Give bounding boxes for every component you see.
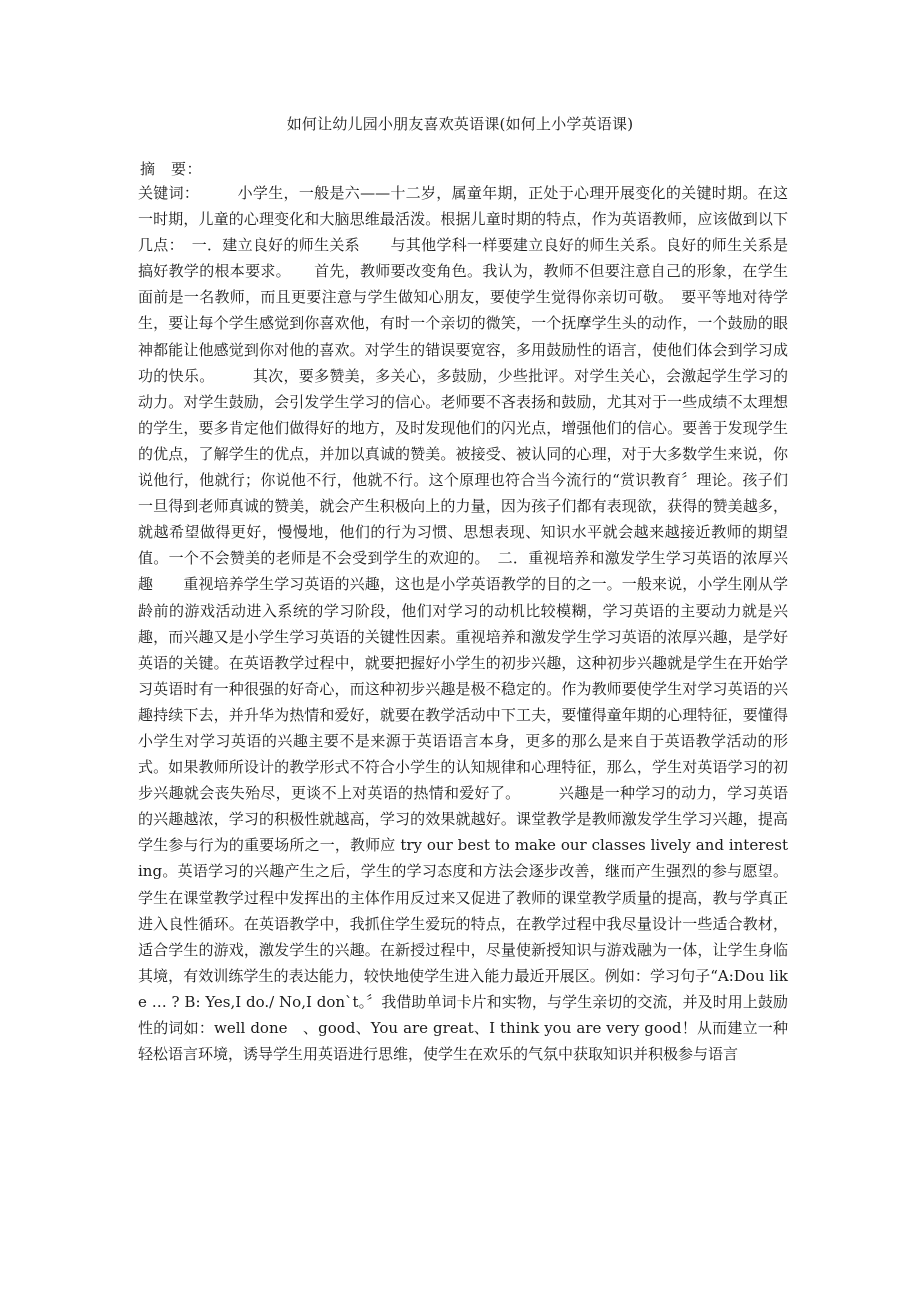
document-title: 如何让幼儿园小朋友喜欢英语课(如何上小学英语课) [286, 115, 634, 133]
abstract-label: 摘 要： [140, 160, 203, 178]
body-paragraph: 关键词： 小学生，一般是六——十二岁，属童年期，正处于心理开展变化的关键时期。在这一时期，儿童的心理变化和大脑思维最活泼。根据儿童时期的特点，作为英语教师，应该做到以下几点： 一．建立良好的师生关系 与其他学科一样要建立良好的师生关系。良好的师生关系是搞好教学的根本要求。 首先，教师要改变角色。我认为，教师不但要注意自己的形象，在学生面前是一名教师，而且更要注意与学生做知心朋友，要使学生觉得你亲切可敬。 要平等地对待学生，要让每个学生感觉到你喜欢他，有时一个亲切的微笑，一个抚摩学生头的动作，一个鼓励的眼神都能让他感觉到你对他的喜欢。对学生的错误要宽容，多用鼓励性的语言，使他们体会到学习成功的快乐。 其次，要多赞美，多关心，多鼓励，少些批评。对学生关心，会激起学生学习的动力。对学生鼓励，会引发学生学习的信心。老师要不吝表扬和鼓励，尤其对于一些成绩不太理想的学生，要多肯定他们做得好的地方，及时发现他们的闪光点，增强他们的信心。要善于发现学生的优点，了解学生的优点，并加以真诚的赞美。被接受、被认同的心理，对于大多数学生来说，你说他行，他就行；你说他不行，他就不行。这个原理也符合当今流行的“赏识教育〞理论。孩子们一旦得到老师真诚的赞美，就会产生积极向上的力量，因为孩子们都有表现欲，获得的赞美越多，就越希望做得更好，慢慢地，他们的行为习惯、思想表现、知识水平就会越来越接近教师的期望值。一个不会赞美的老师是不会受到学生的欢迎的。 二．重视培养和激发学生学习英语的浓厚兴趣 重视培养学生学习英语的兴趣，这也是小学英语教学的目的之一。一般来说，小学生刚从学龄前的游戏活动进入系统的学习阶段，他们对学习的动机比较模糊，学习英语的主要动力就是兴趣，而兴趣又是小学生学习英语的关键性因素。重视培养和激发学生学习英语的浓厚兴趣，是学好英语的关键。在英语教学过程中，就要把握好小学生的初步兴趣，这种初步兴趣就是学生在开始学习英语时有一种很强的好奇心，而这种初步兴趣是极不稳定的。作为教师要使学生对学习英语的兴趣持续下去，并升华为热情和爱好，就要在教学活动中下工夫，要懂得童年期的心理特征，要懂得小学生对学习英语的兴趣主要不是来源于英语语言本身，更多的那么是来自于英语教学活动的形式。如果教师所设计的教学形式不符合小学生的认知规律和心理特征，那么，学生对英语学习的初步兴趣就会丧失殆尽，更谈不上对英语的热情和爱好了。 兴趣是一种学习的动力，学习英语的兴趣越浓，学习的积极性就越高，学习的效果就越好。课堂教学是教师激发学生学习兴趣，提高学生参与行为的重要场所之一，教师应 try our best to make our classes lively and interesting。英语学习的兴趣产生之后，学生的学习态度和方法会逐步改善，继而产生强烈的参与愿望。学生在课堂教学过程中发挥出的主体作用反过来又促进了教师的课堂教学质量的提高，教与学真正进入良性循环。在英语教学中，我抓住学生爱玩的特点，在教学过程中我尽量设计一些适合教材，适合学生的游戏，激发学生的兴趣。在新授过程中，尽量使新授知识与游戏融为一体，让学生身临其境，有效训练学生的表达能力，较快地使学生进入能力最近开展区。例如：学习句子“A:Dou like … ? B: Yes,I do./ No,I don`t。〞我借助单词卡片和实物，与学生亲切的交流，并及时用上鼓励性的词如：well done 、good、You are great、I think you are very good！从而建立一种轻松语言环境，诱导学生用英语进行思维，使学生在欢乐的气氛中获取知识并积极参与语言 [138, 184, 788, 1064]
